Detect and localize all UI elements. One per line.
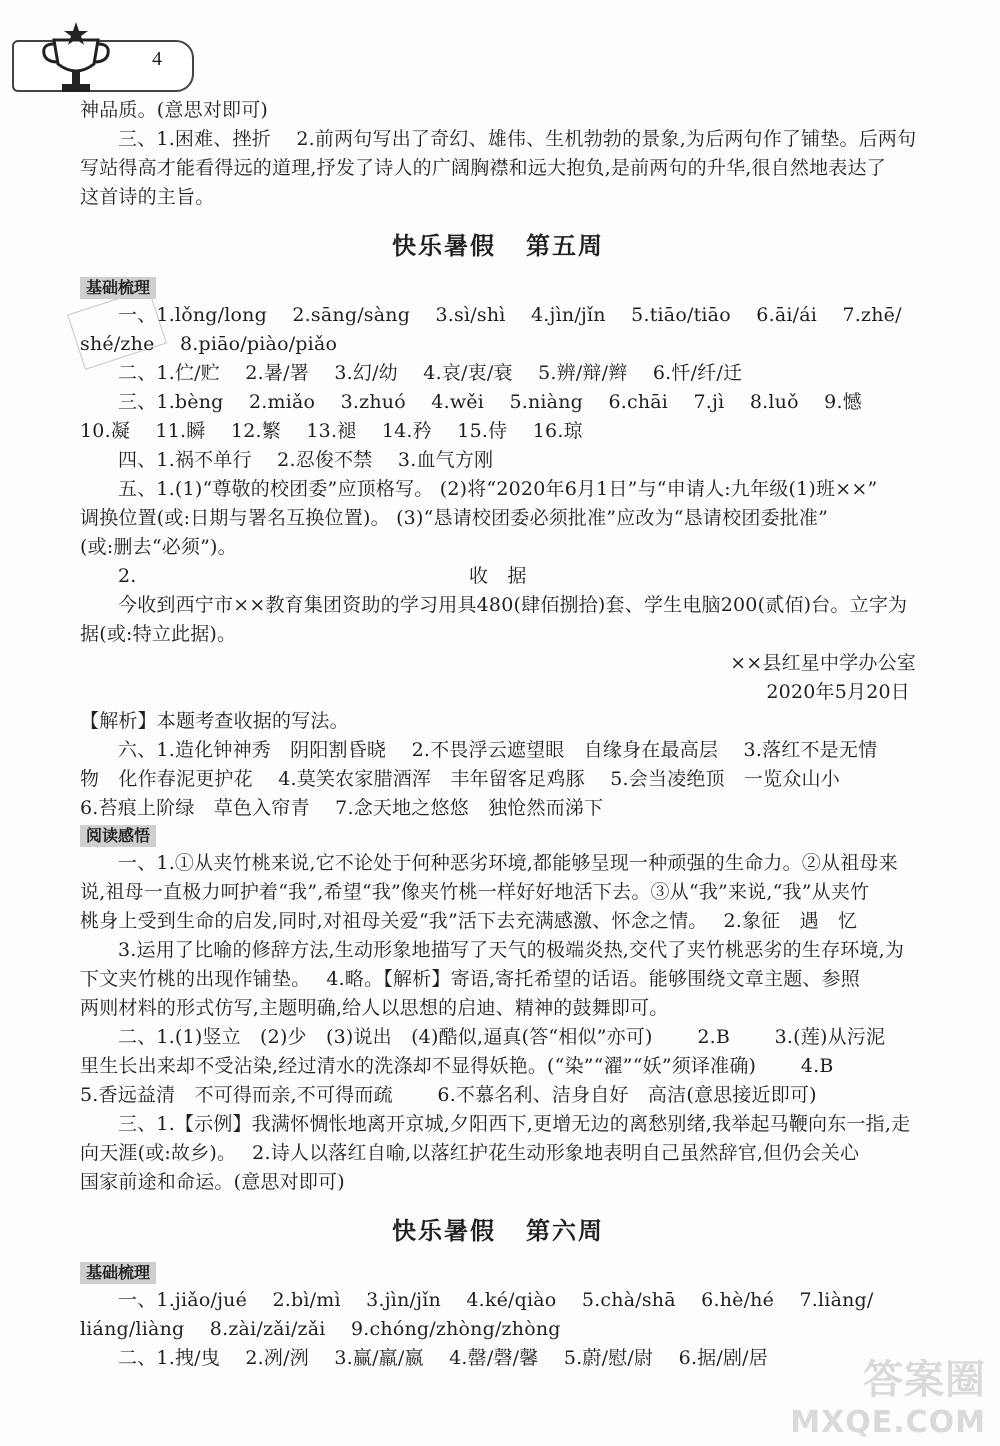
text-line: 向天涯(或:故乡)。 2.诗人以落红自喻,以落红护花生动形象地表明自己虽然辞官,但仍会关心 [80,1142,860,1164]
section-title-week6: 快乐暑假 第六周 [392,1217,604,1245]
text-line: 下文夹竹桃的出现作铺垫。 4.略。【解析】寄语,寄托希望的话语。能够围绕文章主题、参照 [80,968,861,990]
tag-reading: 阅读感悟 [80,825,156,847]
text-line: 四、1.祸不单行 2.忍俊不禁 3.血气方刚 [118,449,494,471]
text-line: 10.凝 11.瞬 12.繁 13.褪 14.矜 15.侍 16.琼 [80,420,583,442]
receipt-number: 2. [118,565,137,587]
text-line: 三、1.bèng 2.miǎo 3.zhuó 4.wěi 5.niàng 6.chāi 7.jì 8.luǒ 9.憾 [118,391,862,413]
text-line: 桃身上受到生命的启发,同时,对祖母关爱“我”活下去充满感激、怀念之情。 2.象征 遇 忆 [80,910,858,932]
text-line: 里生长出来却不受沾染,经过清水的洗涤却不显得妖艳。(“染”“濯”“妖”须译准确) 4.B [80,1055,834,1077]
text-line: 神品质。(意思对即可) [80,99,269,121]
watermark: 答案圈 MXQE.COM [790,1357,986,1440]
text-line: 六、1.造化钟神秀 阴阳割昏晓 2.不畏浮云遮望眼 自缘身在最高层 3.落红不是无情 [118,739,878,761]
section-title-week5: 快乐暑假 第五周 [392,232,604,260]
receipt-org: ××县红星中学办公室 [730,652,916,674]
text-line: 二、1.(1)竖立 (2)少 (3)说出 (4)酷似,逼真(答“相似”亦可) 2.B 3.(莲)从污泥 [118,1026,886,1048]
text-line: 国家前途和命运。(意思对即可) [80,1171,345,1193]
page-number: 4 [152,48,162,70]
page-header-badge [8,18,188,80]
text-line: 调换位置(或:日期与署名互换位置)。 (3)“恳请校团委必须批准”应改为“恳请校团委批准” [80,507,829,529]
receipt-date: 2020年5月20日 [766,681,910,703]
text-line: 今收到西宁市××教育集团资助的学习用具480(肆佰捌拾)套、学生电脑200(贰佰)台。立字为 [118,594,908,616]
text-line: 两则材料的形式仿写,主题明确,给人以思想的启迪、精神的鼓舞即可。 [80,997,669,1019]
text-line: 物 化作春泥更护花 4.莫笑农家腊酒浑 丰年留客足鸡豚 5.会当凌绝顶 一览众山小 [80,768,840,790]
text-line: 这首诗的主旨。 [80,186,215,208]
text-line: 一、1.①从夹竹桃来说,它不论处于何种恶劣环境,都能够呈现一种顽强的生命力。②从祖母来 [118,852,898,874]
receipt-heading-row [80,562,916,591]
document-body [80,96,916,1373]
trophy-icon [36,18,116,98]
text-line: 二、1.伫/贮 2.暑/署 3.幻/幼 4.哀/衷/衰 5.辨/辩/辫 6.忏/纤/迁 [118,362,743,384]
text-line: 一、1.lǒng/long 2.sāng/sàng 3.sì/shì 4.jìn/jǐn 5.tiāo/tiāo 6.āi/ái 7.zhē/ [118,304,902,326]
tag-basic: 基础梳理 [80,277,156,299]
text-line: shé/zhe 8.piāo/piào/piǎo [80,333,338,355]
text-line: 3.运用了比喻的修辞方法,生动形象地描写了天气的极端炎热,交代了夹竹桃恶劣的生存环境,为 [118,939,905,961]
text-line: (或:删去“必须”)。 [80,536,237,558]
text-line: 五、1.(1)“尊敬的校团委”应顶格写。 (2)将“2020年6月1日”与“申请人:九年级(1)班××” [118,478,878,500]
text-line: 写站得高才能看得远的道理,抒发了诗人的广阔胸襟和远大抱负,是前两句的升华,很自然地表达了 [80,157,886,179]
text-line: liáng/liàng 8.zài/zǎi/zǎi 9.chóng/zhòng/zhòng [80,1318,561,1340]
text-line: 二、1.拽/曳 2.冽/洌 3.赢/羸/嬴 4.罄/磬/馨 5.蔚/慰/尉 6.据/剧/居 [118,1347,768,1369]
text-line: 5.香远益清 不可得而亲,不可得而疏 6.不慕名利、洁身自好 高洁(意思接近即可) [80,1084,817,1106]
receipt-title: 收 据 [469,565,527,587]
tag-basic: 基础梳理 [80,1262,156,1284]
text-line: 一、1.jiǎo/jué 2.bì/mì 3.jìn/jǐn 4.ké/qiào 5.chà/shā 6.hè/hé 7.liàng/ [118,1289,874,1311]
text-line: 6.苔痕上阶绿 草色入帘青 7.念天地之悠悠 独怆然而涕下 [80,797,604,819]
text-line: 据(或:特立此据)。 [80,623,237,645]
text-line: 三、1.【示例】我满怀惆怅地离开京城,夕阳西下,更增无边的离愁别绪,我举起马鞭向东一指,走 [118,1113,911,1135]
text-line: 三、1.困难、挫折 2.前两句写出了奇幻、雄伟、生机勃勃的景象,为后两句作了铺垫。后两句 [118,128,917,150]
text-line: 说,祖母一直极力呵护着“我”,希望“我”像夹竹桃一样好好地活下去。③从“我”来说,“我”从夹竹 [80,881,870,903]
analysis-note: 【解析】本题考查收据的写法。 [80,710,349,732]
